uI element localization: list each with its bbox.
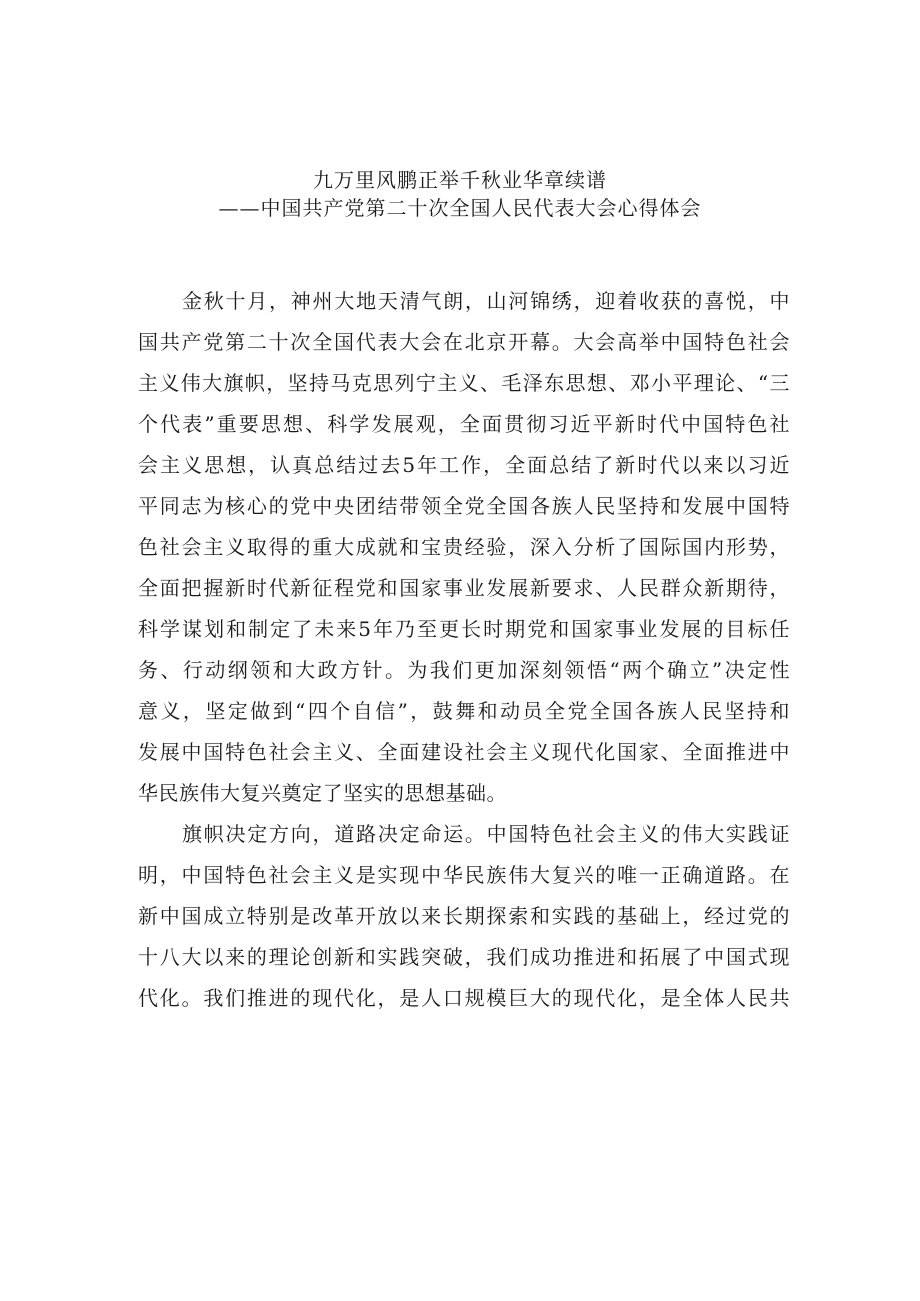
paragraph-line: 新中国成立特别是改革开放以来长期探索和实践的基础上，经过党的 <box>138 904 790 928</box>
paragraph-line: 金秋十月，神州大地天清气朗，山河锦绣，迎着收获的喜悦，中 <box>182 289 790 313</box>
paragraph-line: 十八大以来的理论创新和实践突破，我们成功推进和拓展了中国式现 <box>138 945 790 969</box>
paragraph-line: 代化。我们推进的现代化，是人口规模巨大的现代化，是全体人民共 <box>138 986 790 1010</box>
paragraph-2 <box>138 814 790 1019</box>
document-subtitle: ——中国共产党第二十次全国人民代表大会心得体会 <box>218 196 702 220</box>
paragraph-line: 旗帜决定方向，道路决定命运。中国特色社会主义的伟大实践证 <box>182 822 790 846</box>
title-block <box>130 166 790 222</box>
paragraph-line: 科学谋划和制定了未来5年乃至更长时期党和国家事业发展的目标任 <box>138 617 790 641</box>
paragraph-line: 华民族伟大复兴奠定了坚实的思想基础。 <box>138 781 507 805</box>
paragraph-line: 全面把握新时代新征程党和国家事业发展新要求、人民群众新期待， <box>138 576 790 600</box>
paragraph-line: 意义，坚定做到“四个自信”，鼓舞和动员全党全国各族人民坚持和 <box>138 699 790 723</box>
paragraph-line: 务、行动纲领和大政方针。为我们更加深刻领悟“两个确立”决定性 <box>138 658 790 682</box>
paragraph-line: 色社会主义取得的重大成就和宝贵经验，深入分析了国际国内形势， <box>138 535 790 559</box>
paragraph-1 <box>138 281 790 814</box>
paragraph-line: 个代表”重要思想、科学发展观，全面贯彻习近平新时代中国特色社 <box>138 412 790 436</box>
paragraph-line: 会主义思想，认真总结过去5年工作，全面总结了新时代以来以习近 <box>138 453 790 477</box>
paragraph-line: 主义伟大旗帜，坚持马克思列宁主义、毛泽东思想、邓小平理论、“三 <box>138 371 790 395</box>
document-title: 九万里风鹏正举千秋业华章续谱 <box>313 168 607 192</box>
paragraph-line: 发展中国特色社会主义、全面建设社会主义现代化国家、全面推进中 <box>138 740 790 764</box>
paragraph-line: 明，中国特色社会主义是实现中华民族伟大复兴的唯一正确道路。在 <box>138 863 790 887</box>
paragraph-line: 平同志为核心的党中央团结带领全党全国各族人民坚持和发展中国特 <box>138 494 790 518</box>
paragraph-line: 国共产党第二十次全国代表大会在北京开幕。大会高举中国特色社会 <box>138 330 790 354</box>
document-body <box>138 281 790 1019</box>
